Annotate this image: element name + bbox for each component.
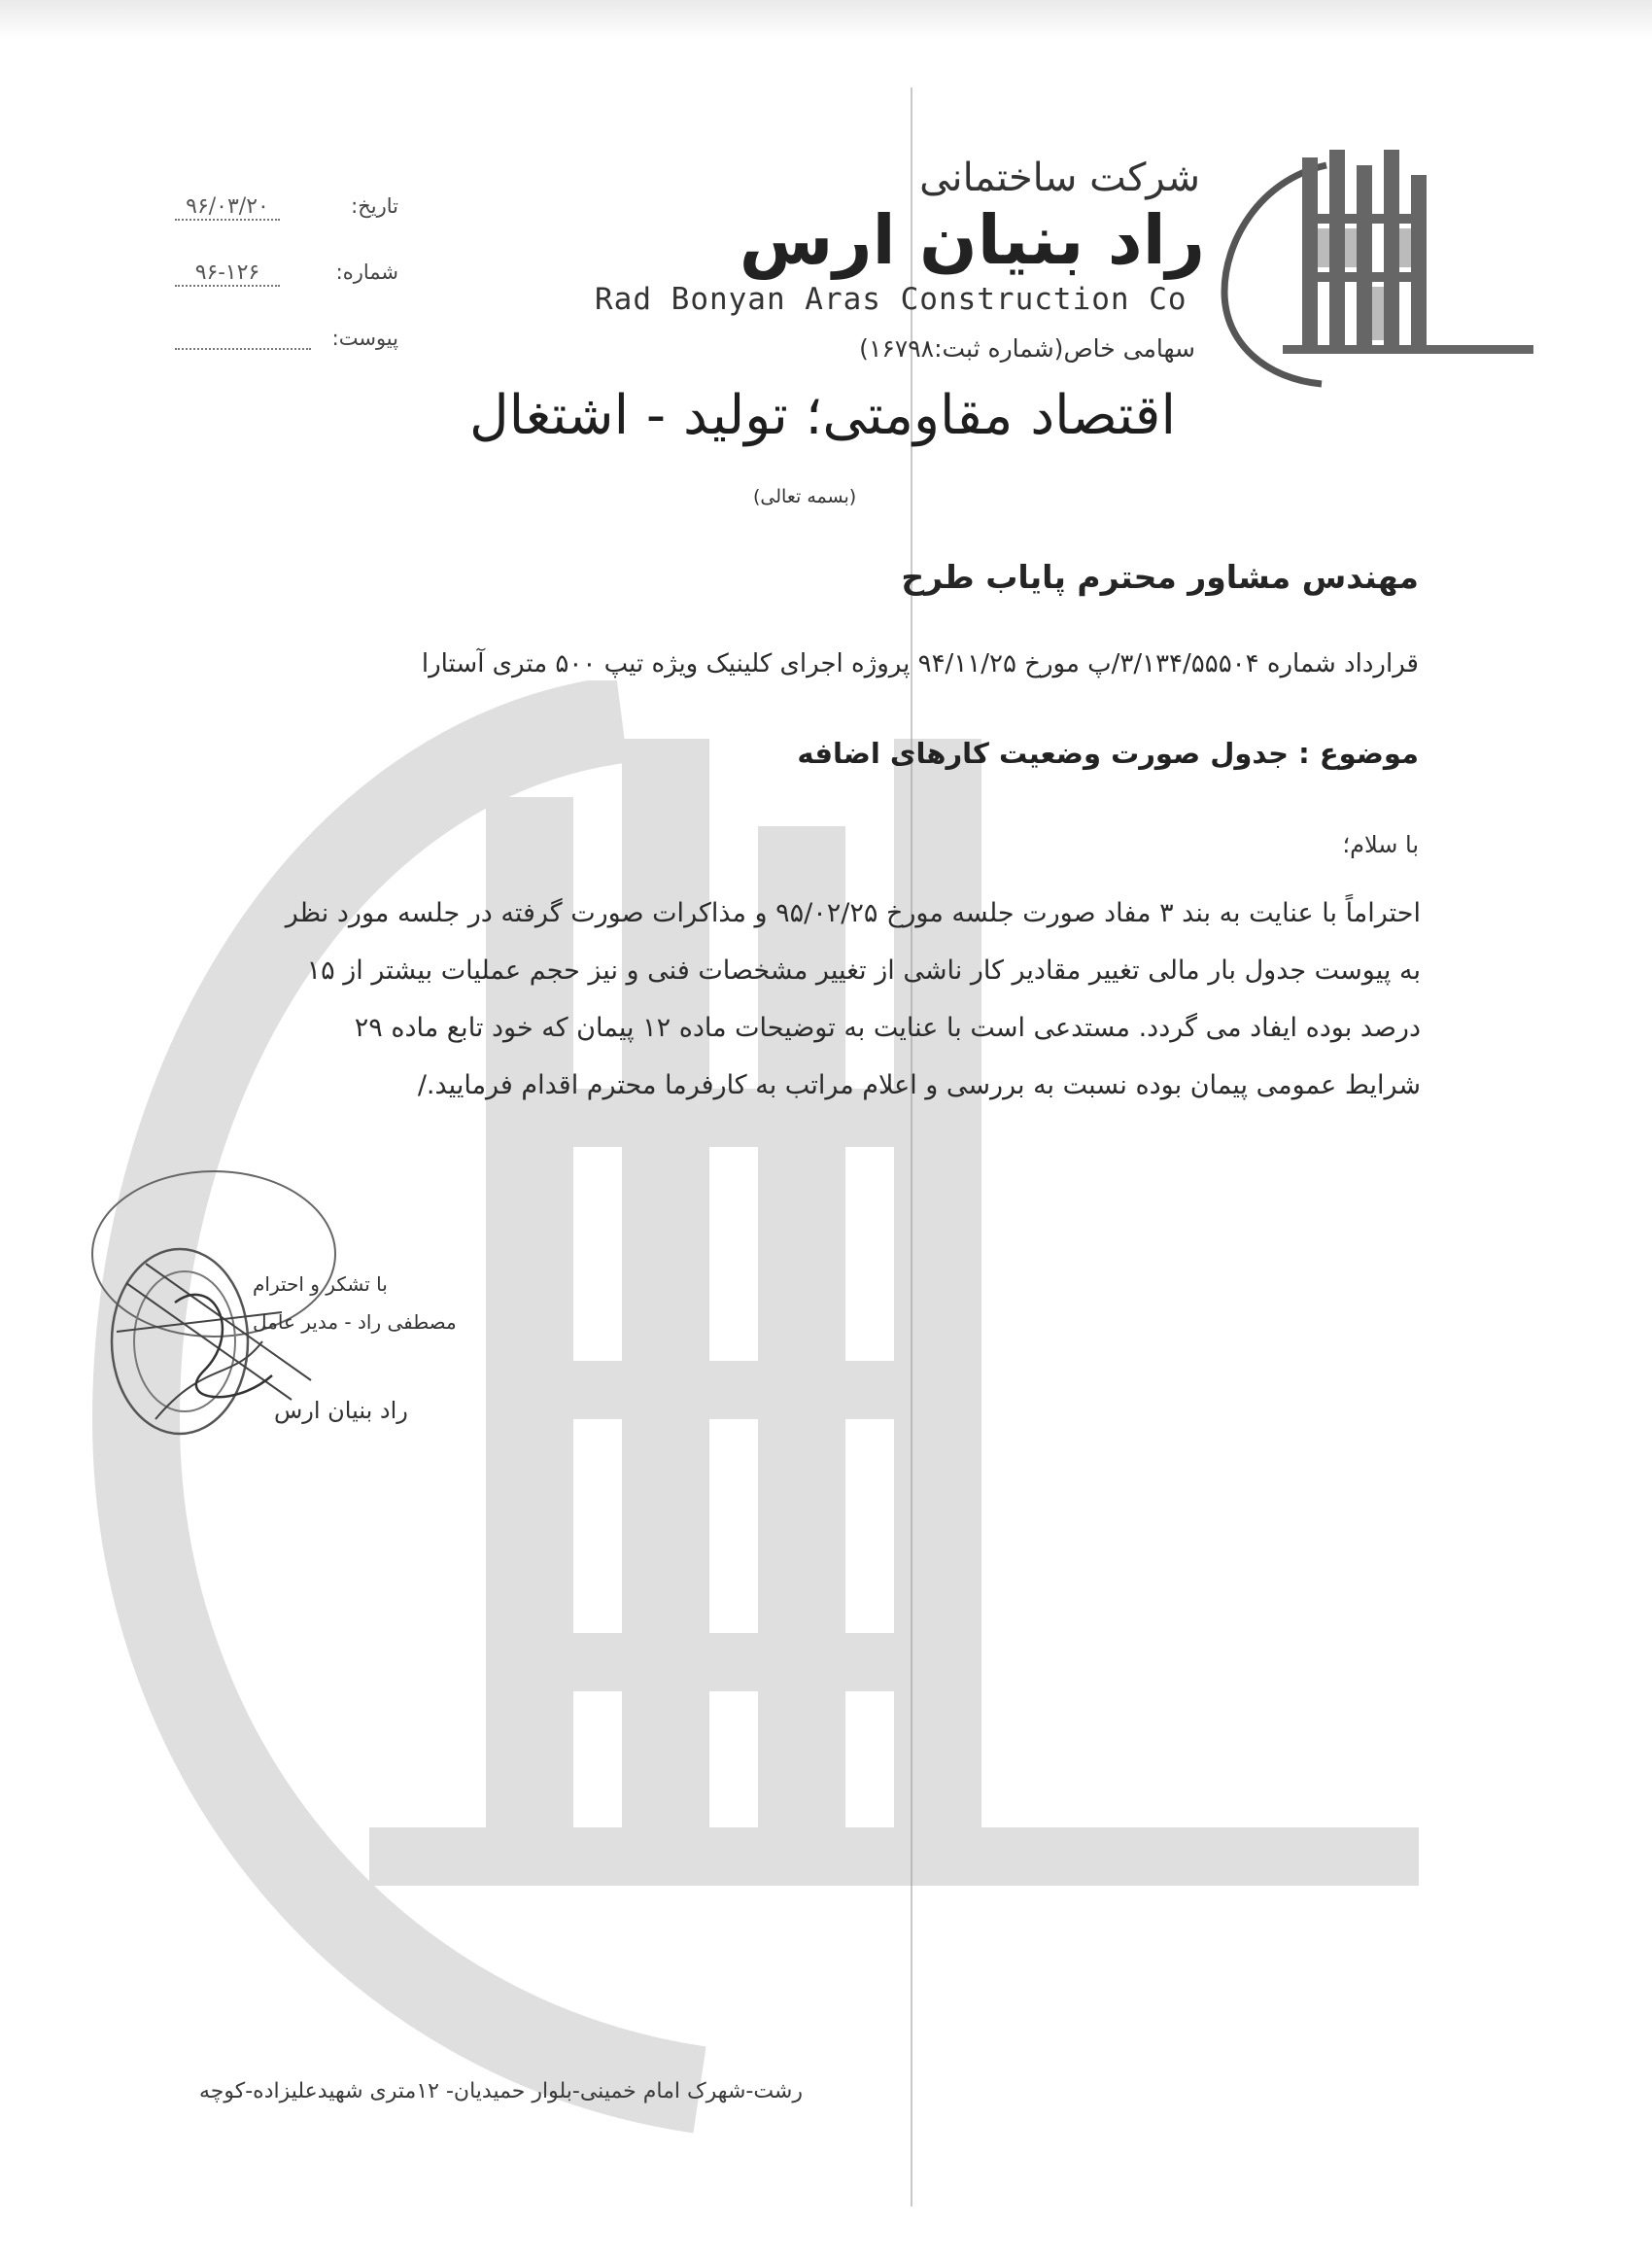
signer-name: مصطفی راد - مدیر عامل [253,1310,457,1334]
scan-shadow [0,0,1652,39]
letter-body [285,885,1421,1114]
contract-reference: قرارداد شماره ۳/۱۳۴/۵۵۵۰۴/پ مورخ ۹۴/۱۱/۲۵ پروژه اجرای کلینیک ویژه تیپ ۵۰۰ متری آستارا [421,649,1419,678]
body-line: احتراماً با عنایت به بند ۳ مفاد صورت جلسه مورخ ۹۵/۰۲/۲۵ و مذاکرات صورت گرفته در جلسه مورد نظر [285,898,1421,928]
body-line: به پیوست جدول بار مالی تغییر مقادیر کار ناشی از تغییر مشخصات فنی و نیز حجم عملیات بیشتر از ۱۵ [306,956,1421,986]
attachment-label: پیوست: [331,327,398,350]
closing-text: با تشکر و احترام [253,1272,388,1296]
company-name: راد بنیان ارس [739,200,1205,280]
footer-address: رشت-شهرک امام خمینی-بلوار حمیدیان- ۱۲متری شهیدعلیزاده-کوچه [199,2079,803,2103]
body-line: درصد بوده ایفاد می گردد. مستدعی است با عنایت به توضیحات ماده ۱۲ پیمان که خود تابع ماده ۲۹ [354,1013,1421,1043]
number-label: شماره: [335,261,398,284]
subject-line: موضوع : جدول صورت وضعیت کارهای اضافه [797,737,1419,770]
attachment-field [175,327,398,350]
number-value: ۹۶-۱۲۶ [175,261,280,287]
basmala: (بسمه تعالی) [753,486,857,507]
stamp-name: راد بنیان ارس [274,1397,408,1424]
body-line: شرایط عمومی پیمان بوده نسبت به بررسی و اعلام مراتب به کارفرما محترم اقدام فرمایید./ [417,1070,1421,1100]
addressee: مهندس مشاور محترم پایاب طرح [901,558,1419,596]
number-field [175,261,398,287]
slogan: اقتصاد مقاومتی؛ تولید - اشتغال [468,384,1176,447]
company-type: شرکت ساختمانی [919,156,1200,200]
registration-number: سهامی خاص(شماره ثبت:۱۶۷۹۸) [859,334,1195,363]
date-label: تاریخ: [351,194,398,218]
company-logo [1215,146,1535,389]
company-name-en: Rad Bonyan Aras Construction Co [595,282,1187,317]
greeting: با سلام؛ [1342,831,1419,858]
date-field [175,194,398,221]
attachment-blank [175,327,311,350]
date-value: ۹۶/۰۳/۲۰ [175,194,280,221]
